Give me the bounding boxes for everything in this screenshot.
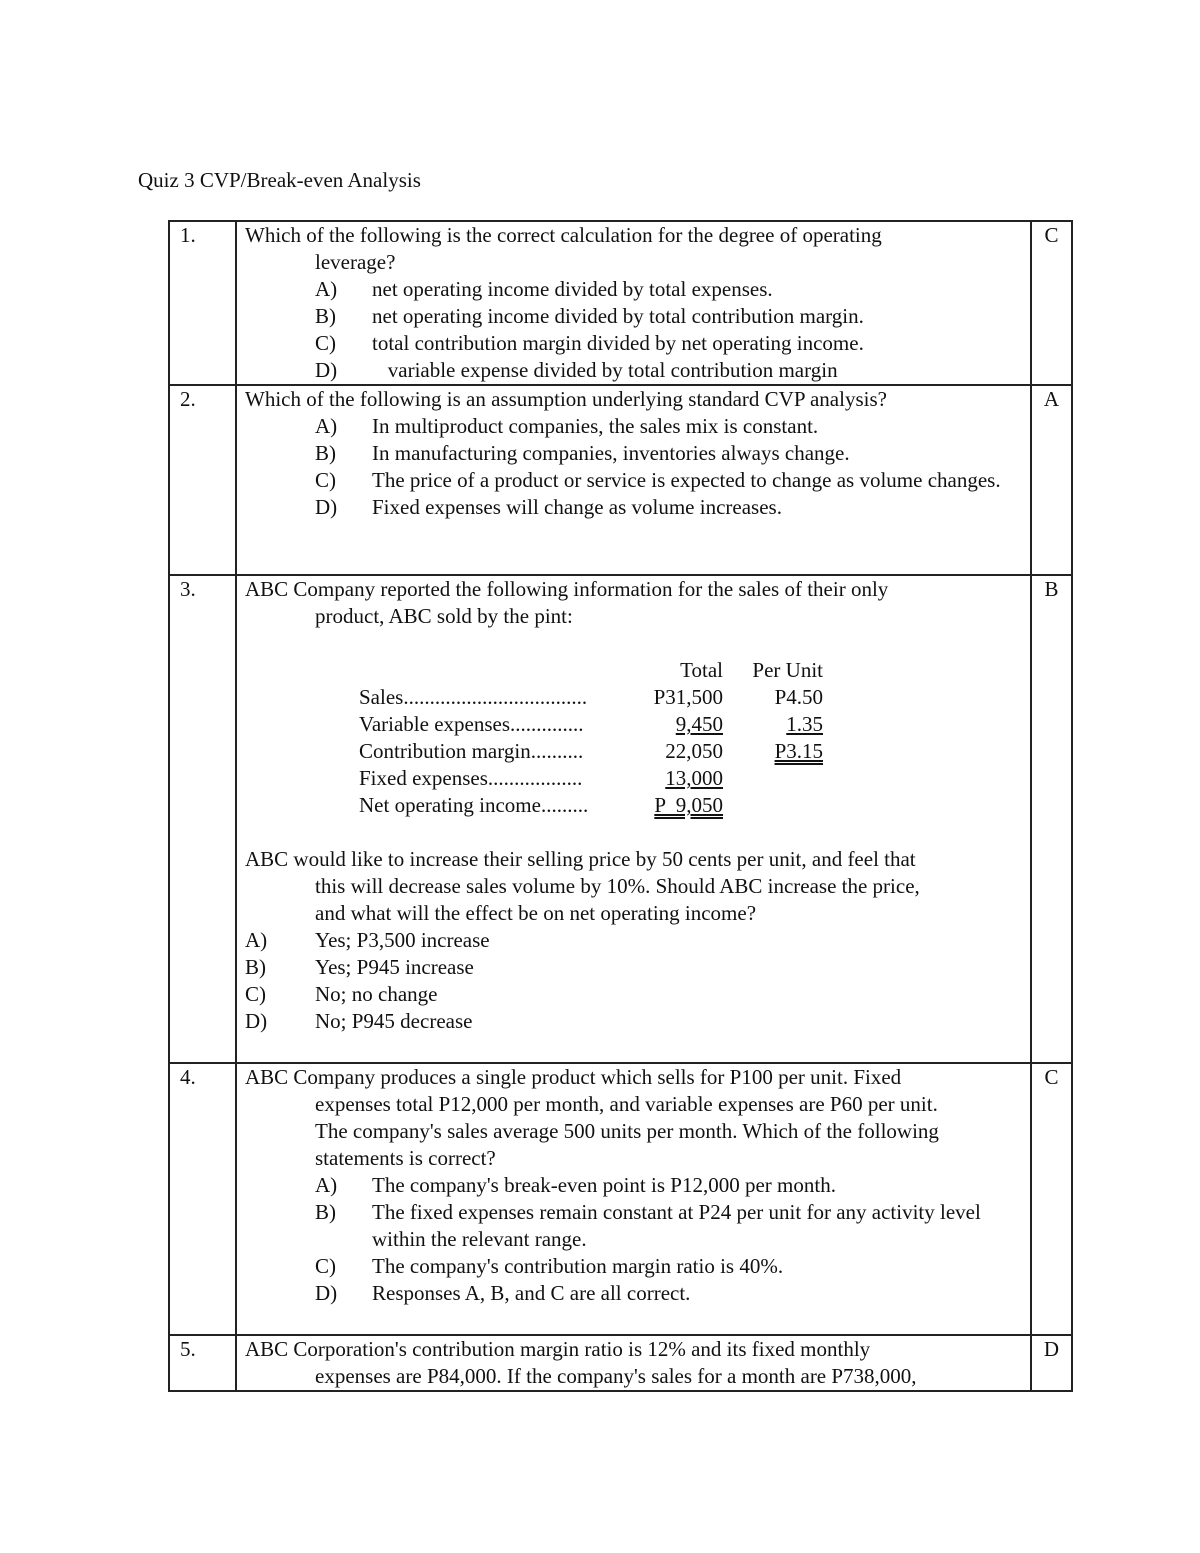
header-per-unit: Per Unit — [752, 658, 823, 682]
option-text: No; no change — [315, 982, 438, 1006]
option — [245, 440, 1030, 467]
income-header-row — [359, 657, 859, 684]
question-stem-cont: expenses total P12,000 per month, and variable expenses are P60 per unit. — [315, 1092, 938, 1116]
option-letter: B) — [315, 441, 336, 465]
spacer — [245, 630, 1030, 657]
question-stem-cont: expenses are P84,000. If the company's sales for a month are P738,000, — [315, 1364, 917, 1388]
income-row — [359, 738, 859, 765]
row-label: Fixed expenses — [359, 766, 488, 790]
row-dots: .......... — [530, 739, 584, 763]
option-text: The fixed expenses remain constant at P24 per unit for any activity level within the relevant range. — [372, 1200, 981, 1251]
row-per-unit: P3.15 — [774, 739, 823, 763]
row-total: P 9,050 — [654, 793, 723, 817]
row-label: Contribution margin — [359, 739, 531, 763]
question-body — [236, 575, 1031, 1063]
option-letter: C) — [315, 468, 336, 492]
option-letter: C) — [315, 331, 336, 355]
row-label: Sales — [359, 685, 404, 709]
option-letter: D) — [315, 1281, 338, 1305]
option-letter: A) — [315, 414, 338, 438]
option — [245, 357, 1030, 384]
row-total: 9,450 — [675, 712, 723, 736]
option-text: total contribution margin divided by net operating income. — [372, 331, 864, 355]
question-stem: Which of the following is an assumption underlying standard CVP analysis? — [245, 387, 887, 411]
question-row — [169, 385, 1072, 575]
question-stem-cont: statements is correct? — [315, 1146, 496, 1170]
question-stem-cont: and what will the effect be on net operating income? — [315, 901, 757, 925]
row-per-unit: 1.35 — [786, 712, 823, 736]
question-stem: Which of the following is the correct calculation for the degree of operating — [245, 223, 882, 247]
answer-key: D — [1031, 1335, 1072, 1391]
option-letter: A) — [315, 1173, 338, 1197]
option-letter: D) — [245, 1009, 268, 1033]
question-number: 5. — [169, 1335, 236, 1391]
row-label: Net operating income — [359, 793, 541, 817]
income-row — [359, 792, 859, 819]
spacer — [245, 819, 1030, 846]
option — [245, 276, 1030, 303]
question-number: 3. — [169, 575, 236, 1063]
option — [245, 467, 1030, 494]
answer-key: A — [1031, 385, 1072, 575]
row-dots: ......... — [540, 793, 589, 817]
option — [245, 954, 1030, 981]
option — [245, 1253, 1030, 1280]
row-per-unit: P4.50 — [774, 685, 823, 709]
row-dots: .............. — [510, 712, 584, 736]
question-body — [236, 385, 1031, 575]
question-row — [169, 221, 1072, 385]
option-text: Yes; P3,500 increase — [315, 928, 490, 952]
question-stem-cont: The company's sales average 500 units per month. Which of the following — [315, 1119, 939, 1143]
question-stem-cont: product, ABC sold by the pint: — [315, 604, 573, 628]
option — [245, 413, 1030, 440]
page-title: Quiz 3 CVP/Break-even Analysis — [138, 168, 421, 192]
row-total: P31,500 — [653, 685, 723, 709]
option-letter: B) — [315, 304, 336, 328]
question-body — [236, 1335, 1031, 1391]
question-stem-cont: leverage? — [315, 250, 396, 274]
question-stem-cont: this will decrease sales volume by 10%. Should ABC increase the price, — [315, 874, 920, 898]
option-letter: A) — [315, 277, 338, 301]
option-letter: A) — [245, 928, 268, 952]
option — [245, 927, 1030, 954]
option-text: Fixed expenses will change as volume increases. — [372, 495, 782, 519]
quiz-table — [168, 220, 1073, 1392]
option-letter: C) — [245, 982, 266, 1006]
question-body — [236, 221, 1031, 385]
option-letter: D) — [315, 358, 338, 382]
option-text: In manufacturing companies, inventories always change. — [372, 441, 850, 465]
option-text: The price of a product or service is expected to change as volume changes. — [372, 468, 1001, 492]
question-stem-2: ABC would like to increase their selling price by 50 cents per unit, and feel that — [245, 847, 916, 871]
option — [245, 1008, 1030, 1035]
option-text: In multiproduct companies, the sales mix is constant. — [372, 414, 819, 438]
question-row — [169, 1335, 1072, 1391]
option-letter: B) — [315, 1200, 336, 1224]
option — [245, 1199, 1030, 1253]
income-statement — [359, 657, 859, 819]
option-text: Responses A, B, and C are all correct. — [372, 1281, 691, 1305]
option-text: No; P945 decrease — [315, 1009, 473, 1033]
option — [245, 1280, 1030, 1307]
option — [245, 494, 1030, 521]
row-dots: .................. — [487, 766, 583, 790]
question-number: 2. — [169, 385, 236, 575]
option-letter: D) — [315, 495, 338, 519]
option-text: net operating income divided by total expenses. — [372, 277, 773, 301]
row-label: Variable expenses — [359, 712, 511, 736]
option — [245, 330, 1030, 357]
row-total: 22,050 — [665, 739, 723, 763]
option-letter: C) — [315, 1254, 336, 1278]
option-text: variable expense divided by total contribution margin — [372, 358, 838, 382]
question-row — [169, 1063, 1072, 1335]
question-number: 1. — [169, 221, 236, 385]
option-text: net operating income divided by total contribution margin. — [372, 304, 864, 328]
income-row — [359, 765, 859, 792]
answer-key: C — [1031, 1063, 1072, 1335]
option — [245, 981, 1030, 1008]
question-body — [236, 1063, 1031, 1335]
header-total: Total — [680, 658, 723, 682]
question-stem: ABC Company produces a single product which sells for P100 per unit. Fixed — [245, 1065, 902, 1089]
option-text: Yes; P945 increase — [315, 955, 474, 979]
option-letter: B) — [245, 955, 266, 979]
row-dots: ................................... — [403, 685, 588, 709]
question-stem: ABC Company reported the following information for the sales of their only — [245, 577, 889, 601]
income-row — [359, 711, 859, 738]
answer-key: B — [1031, 575, 1072, 1063]
question-stem: ABC Corporation's contribution margin ratio is 12% and its fixed monthly — [245, 1337, 871, 1361]
option-text: The company's break-even point is P12,000 per month. — [372, 1173, 836, 1197]
answer-key: C — [1031, 221, 1072, 385]
option-text: The company's contribution margin ratio is 40%. — [372, 1254, 784, 1278]
income-row — [359, 684, 859, 711]
question-number: 4. — [169, 1063, 236, 1335]
question-row — [169, 575, 1072, 1063]
option — [245, 1172, 1030, 1199]
row-total: 13,000 — [665, 766, 723, 790]
option — [245, 303, 1030, 330]
